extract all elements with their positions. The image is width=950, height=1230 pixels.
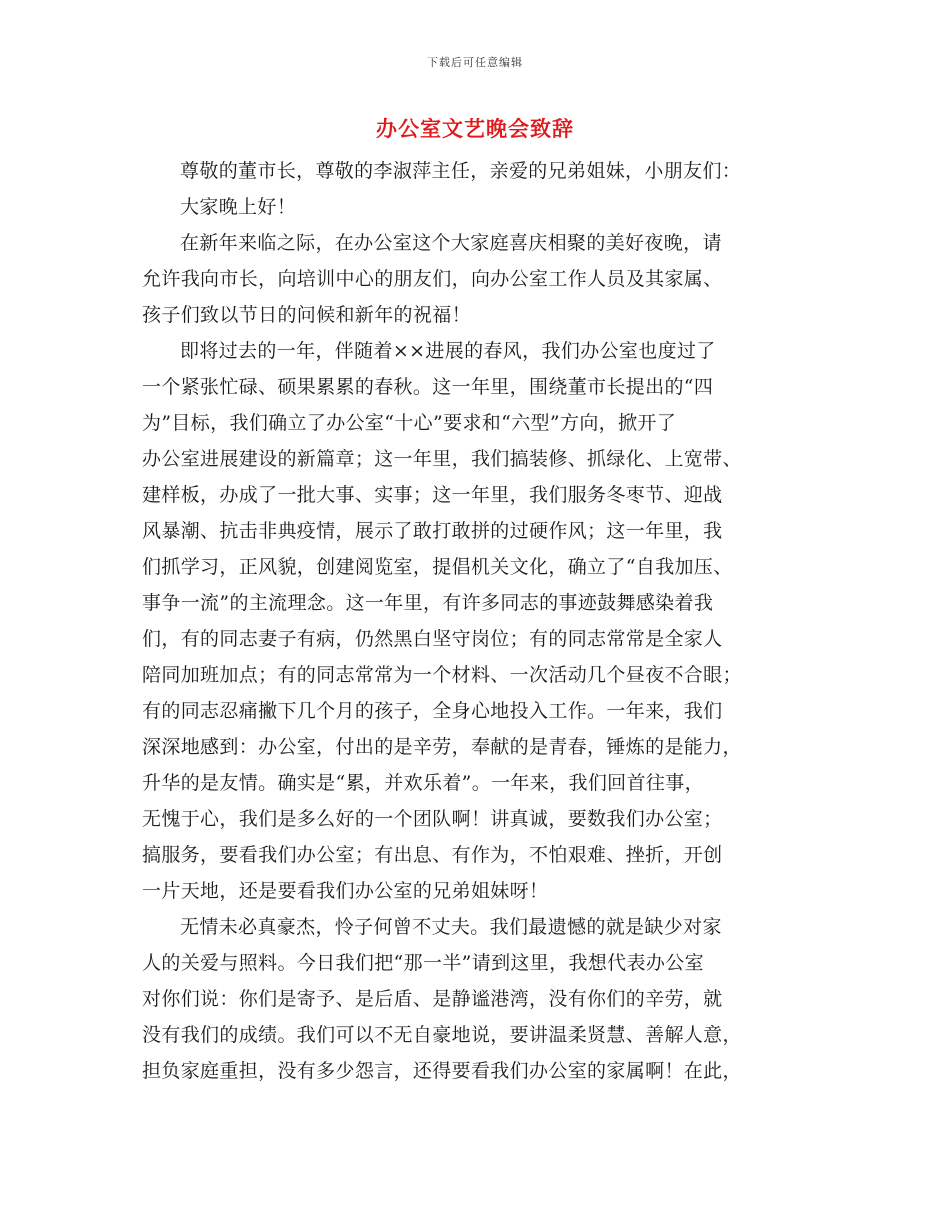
document-title: 办公室文艺晚会致辞 <box>376 116 574 141</box>
document-body <box>142 153 807 1089</box>
paragraph-line: 一个紧张忙碌、硕果累累的春秋。这一年里，围绕董市长提出的“四 <box>142 376 714 398</box>
paragraph-line: 升华的是友情。确实是“累，并欢乐着”。一年来，我们回首往事， <box>142 772 704 794</box>
paragraph <box>142 189 807 225</box>
paragraph-line: 人的关爱与照料。今日我们把“那一半”请到这里，我想代表办公室 <box>142 952 704 974</box>
paragraph-line: 即将过去的一年，伴随着××进展的春风，我们办公室也度过了 <box>180 340 716 362</box>
paragraph-line: 担负家庭重担，没有多少怨言，还得要看我们办公室的家属啊！在此， <box>142 1060 742 1082</box>
paragraph-line: 深深地感到：办公室，付出的是辛劳，奉献的是青春，锤炼的是能力， <box>142 736 742 758</box>
paragraph-line: 风暴潮、抗击非典疫情，展示了敢打敢拼的过硬作风；这一年里，我 <box>142 520 723 542</box>
paragraph <box>142 225 807 333</box>
paragraph-line: 无情未必真豪杰，怜子何曾不丈夫。我们最遗憾的就是缺少对家 <box>180 916 722 938</box>
paragraph <box>142 909 807 1089</box>
paragraph-line: 没有我们的成绩。我们可以不无自豪地说，要讲温柔贤慧、善解人意， <box>142 1024 742 1046</box>
paragraph <box>142 333 807 909</box>
paragraph-line: 有的同志忍痛撇下几个月的孩子，全身心地投入工作。一年来，我们 <box>142 700 723 722</box>
paragraph-line: 大家晚上好！ <box>180 196 297 218</box>
paragraph-line: 对你们说：你们是寄予、是后盾、是静谧港湾，没有你们的辛劳，就 <box>142 988 723 1010</box>
paragraph <box>142 153 807 189</box>
paragraph-line: 一片天地，还是要看我们办公室的兄弟姐妹呀！ <box>142 880 549 902</box>
paragraph-line: 孩子们致以节日的问候和新年的祝福！ <box>142 304 471 326</box>
paragraph-line: 们，有的同志妻子有病，仍然黑白坚守岗位；有的同志常常是全家人 <box>142 628 723 650</box>
paragraph-line: 在新年来临之际，在办公室这个大家庭喜庆相聚的美好夜晚，请 <box>180 232 722 254</box>
paragraph-line: 建样板，办成了一批大事、实事；这一年里，我们服务冬枣节、迎战 <box>142 484 723 506</box>
paragraph-line: 无愧于心，我们是多么好的一个团队啊！讲真诚，要数我们办公室； <box>142 808 723 830</box>
paragraph-line: 为”目标，我们确立了办公室“十心”要求和“六型”方向，掀开了 <box>142 412 677 434</box>
paragraph-line: 们抓学习，正风貌，创建阅览室，提倡机关文化，确立了“自我加压、 <box>142 556 733 578</box>
paragraph-line: 办公室进展建设的新篇章；这一年里，我们搞装修、抓绿化、上宽带、 <box>142 448 742 470</box>
page-header: 下载后可任意编辑 <box>427 56 523 69</box>
paragraph-line: 陪同加班加点；有的同志常常为一个材料、一次活动几个昼夜不合眼； <box>142 664 742 686</box>
paragraph-line: 搞服务，要看我们办公室；有出息、有作为，不怕艰难、挫折，开创 <box>142 844 723 866</box>
paragraph-line: 允许我向市长，向培训中心的朋友们，向办公室工作人员及其家属、 <box>142 268 723 290</box>
paragraph-line: 事争一流”的主流理念。这一年里，有许多同志的事迹鼓舞感染着我 <box>142 592 714 614</box>
paragraph-line: 尊敬的董市长，尊敬的李淑萍主任，亲爱的兄弟姐妹，小朋友们： <box>180 160 742 182</box>
